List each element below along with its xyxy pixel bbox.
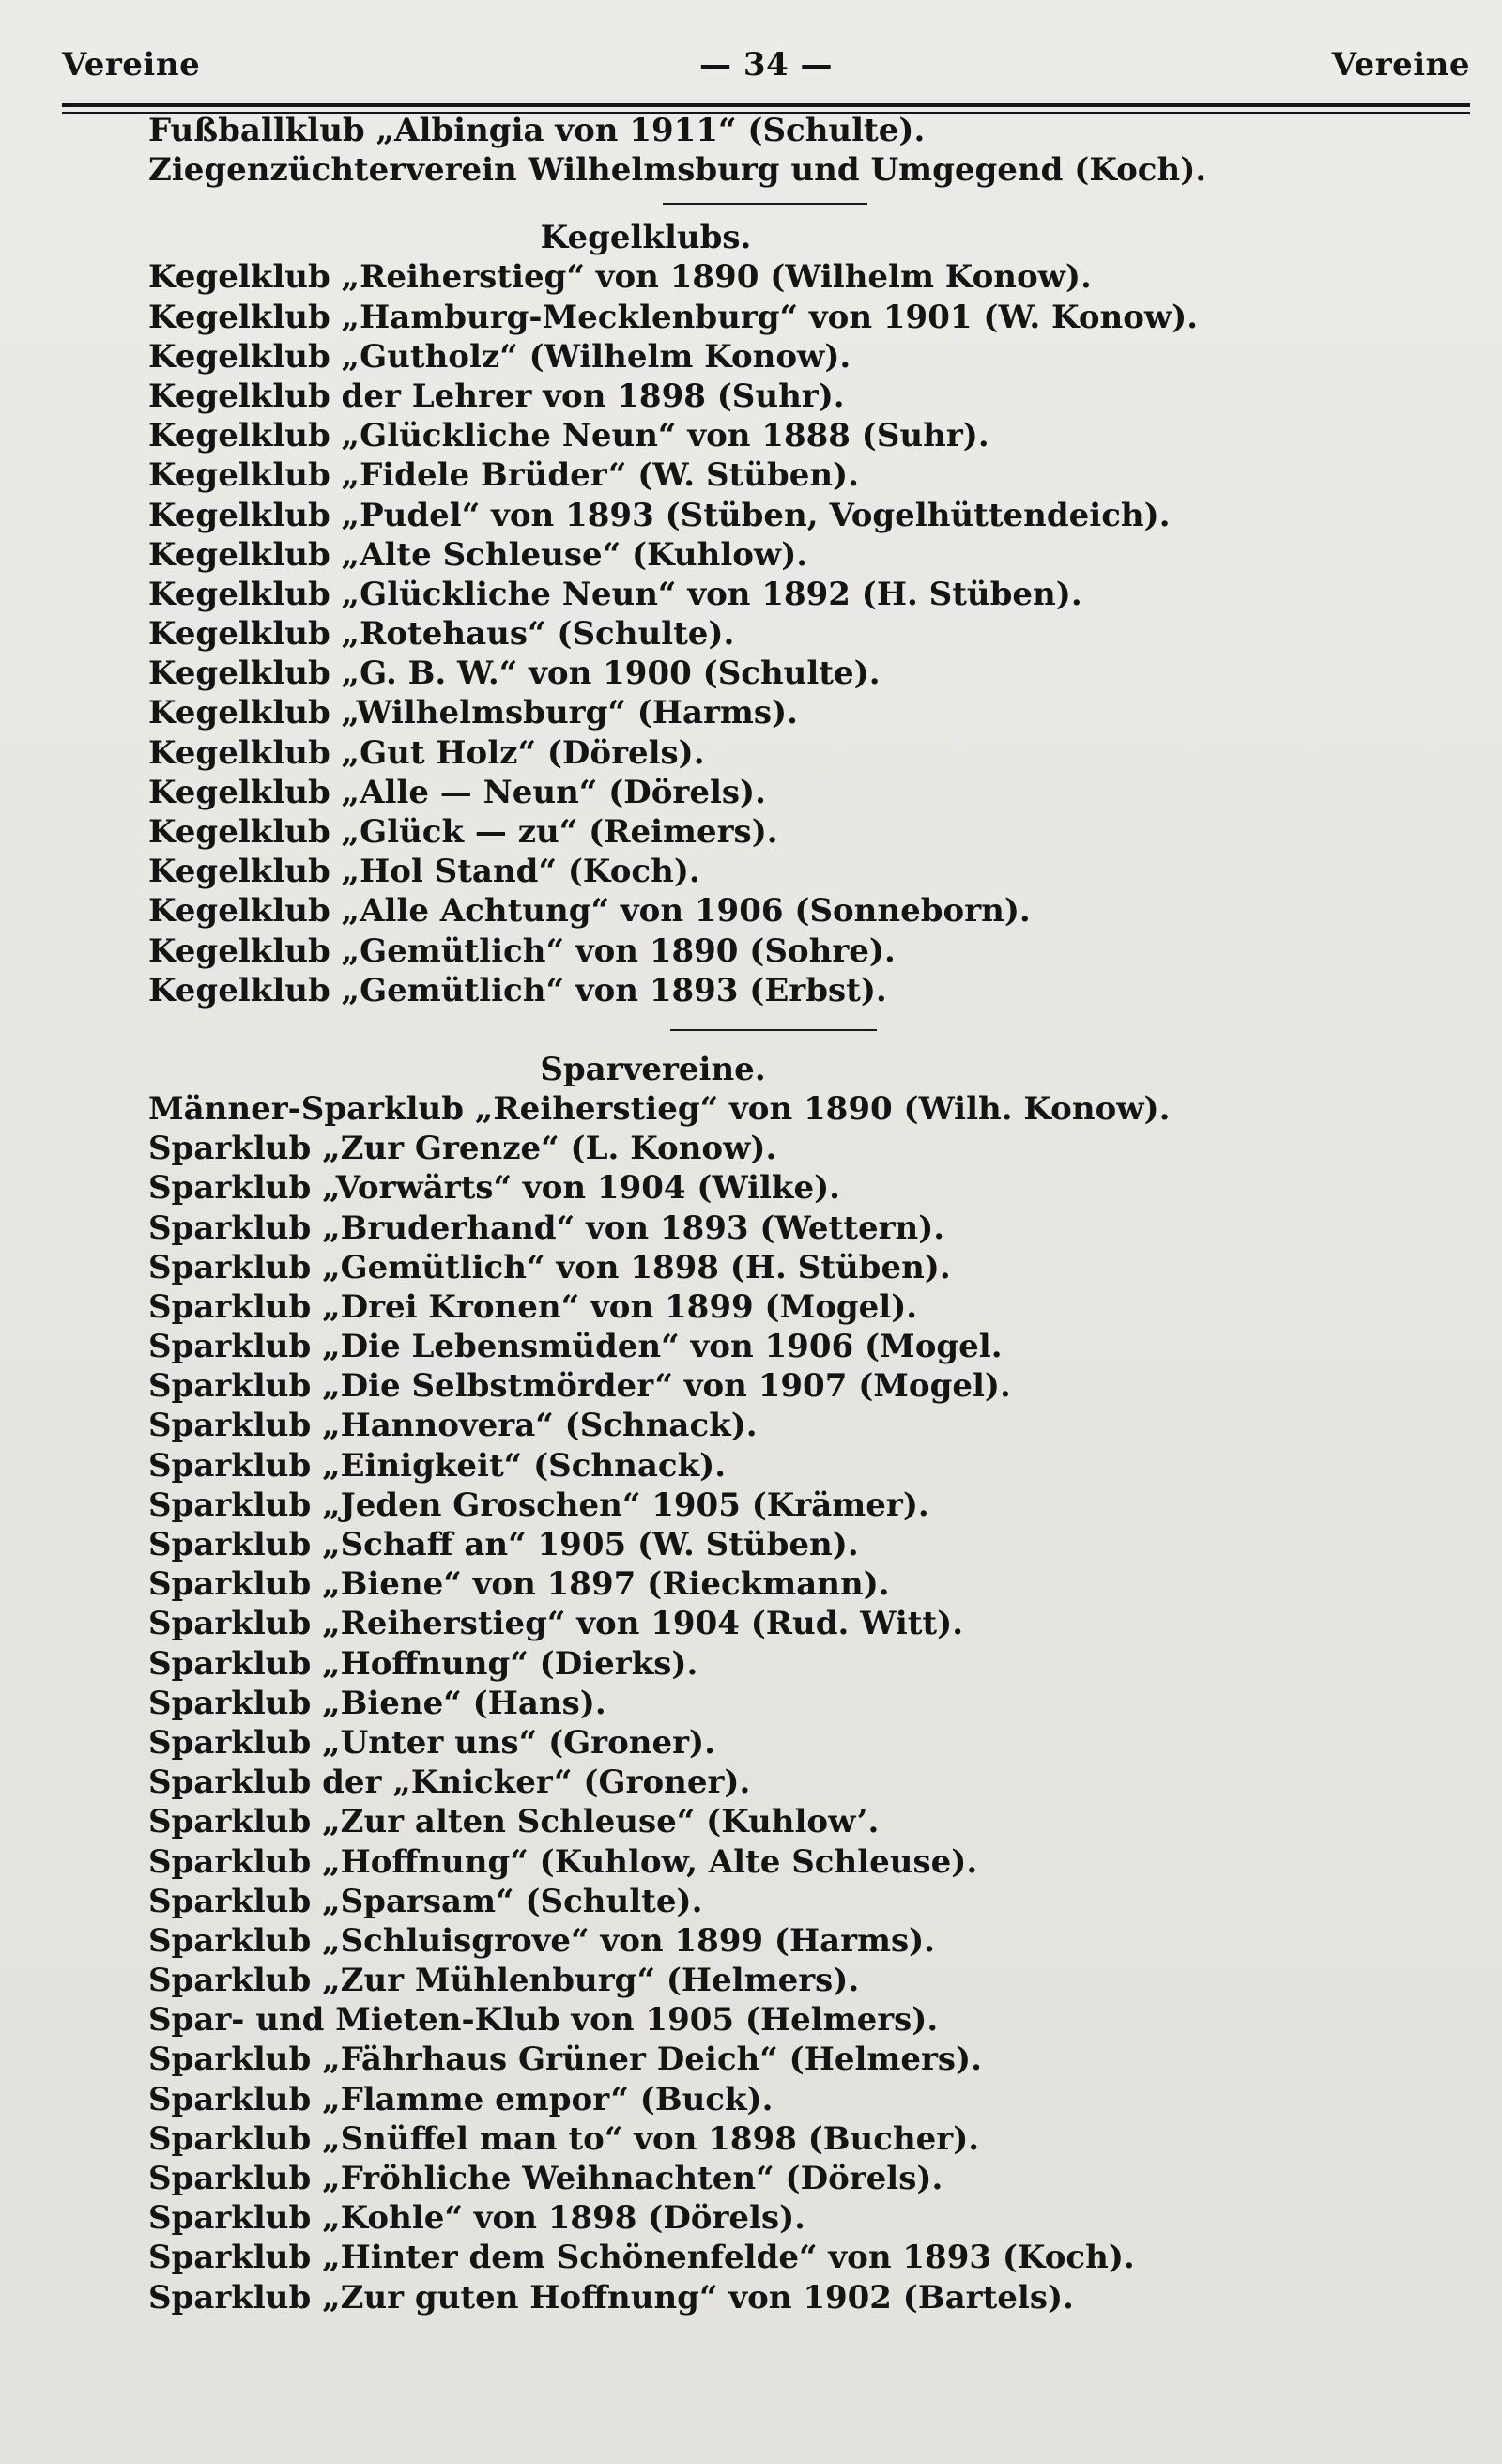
list-item: Kegelklub „Reiherstieg“ von 1890 (Wilhelm Konow). bbox=[148, 258, 1092, 297]
list-item: Sparklub „Zur guten Hoffnung“ von 1902 (Bartels). bbox=[148, 2278, 1074, 2317]
intro-line: Fußballklub „Albingia von 1911“ (Schulte). bbox=[148, 112, 926, 149]
list-item: Kegelklub der Lehrer von 1898 (Suhr). bbox=[148, 377, 845, 415]
list-item: Sparklub „Die Selbstmörder“ von 1907 (Mogel). bbox=[148, 1367, 1011, 1406]
list-item: Sparklub „Hannovera“ (Schnack). bbox=[148, 1407, 758, 1445]
list-item: Sparklub „Biene“ (Hans). bbox=[148, 1684, 606, 1722]
list-item: Sparklub „Fröhliche Weihnachten“ (Dörels). bbox=[148, 2160, 943, 2197]
list-item: Kegelklub „Alle Achtung“ von 1906 (Sonneborn). bbox=[148, 892, 1031, 931]
list-item: Sparklub der „Knicker“ (Groner). bbox=[148, 1763, 751, 1802]
list-item: Sparklub „Fährhaus Grüner Deich“ (Helmers). bbox=[148, 2040, 982, 2079]
header-left-title: Vereine bbox=[62, 46, 201, 84]
kegelklubs-list bbox=[148, 257, 1444, 1010]
list-item: Kegelklub „Glückliche Neun“ von 1888 (Suhr). bbox=[148, 417, 989, 455]
page-body bbox=[148, 111, 1444, 2318]
list-item: Kegelklub „Gutholz“ (Wilhelm Konow). bbox=[148, 337, 851, 376]
list-item: Kegelklub „Hamburg-Mecklenburg“ von 1901 (W. Konow). bbox=[148, 298, 1199, 336]
list-item: Spar- und Mieten-Klub von 1905 (Helmers). bbox=[148, 2001, 939, 2040]
list-item: Kegelklub „Rotehaus“ (Schulte). bbox=[148, 615, 735, 654]
list-item: Kegelklub „Gemütlich“ von 1890 (Sohre). bbox=[148, 932, 896, 970]
list-item: Sparklub „Biene“ von 1897 (Rieckmann). bbox=[148, 1565, 890, 1604]
list-item: Kegelklub „Wilhelmsburg“ (Harms). bbox=[148, 694, 798, 732]
section-heading-sparvereine: Sparvereine. bbox=[540, 1050, 766, 1088]
list-item: Sparklub „Flamme empor“ (Buck). bbox=[148, 2080, 774, 2118]
list-item: Sparklub „Unter uns“ (Groner). bbox=[148, 1723, 715, 1762]
list-item: Sparklub „Reiherstieg“ von 1904 (Rud. Witt). bbox=[148, 1605, 964, 1643]
list-item: Sparklub „Vorwärts“ von 1904 (Wilke). bbox=[148, 1169, 841, 1208]
list-item: Sparklub „Hinter dem Schönenfelde“ von 1893 (Koch). bbox=[148, 2239, 1135, 2277]
list-item: Sparklub „Zur alten Schleuse“ (Kuhlow’. bbox=[148, 1803, 880, 1841]
running-header bbox=[62, 41, 1470, 88]
list-item: Sparklub „Schluisgrove“ von 1899 (Harms). bbox=[148, 1921, 936, 1960]
list-item: Kegelklub „Alte Schleuse“ (Kuhlow). bbox=[148, 535, 808, 574]
section-heading-kegelklubs: Kegelklubs. bbox=[540, 219, 752, 257]
sparvereine-list bbox=[148, 1089, 1444, 2318]
intro-line: Ziegenzüchterverein Wilhelmsburg und Umgegend (Koch). bbox=[148, 151, 1207, 190]
header-right-title: Vereine bbox=[1331, 46, 1470, 84]
list-item: Kegelklub „Pudel“ von 1893 (Stüben, Vogelhüttendeich). bbox=[148, 496, 1171, 534]
section-separator bbox=[148, 1010, 1444, 1050]
header-rule bbox=[62, 103, 1470, 107]
list-item: Sparklub „Snüffel man to“ von 1898 (Bucher). bbox=[148, 2119, 980, 2158]
list-item: Sparklub „Zur Mühlenburg“ (Helmers). bbox=[148, 1962, 860, 2000]
list-item: Kegelklub „G. B. W.“ von 1900 (Schulte). bbox=[148, 654, 881, 693]
list-item: Sparklub „Schaff an“ 1905 (W. Stüben). bbox=[148, 1526, 859, 1563]
page-number: — 34 — bbox=[699, 46, 833, 84]
list-item: Sparklub „Hoffnung“ (Kuhlow, Alte Schleuse). bbox=[148, 1842, 978, 1881]
list-item: Kegelklub „Alle — Neun“ (Dörels). bbox=[148, 773, 766, 811]
list-item: Kegelklub „Fidele Brüder“ (W. Stüben). bbox=[148, 456, 859, 495]
list-item: Kegelklub „Gut Holz“ (Dörels). bbox=[148, 733, 705, 772]
list-item: Sparklub „Gemütlich“ von 1898 (H. Stüben). bbox=[148, 1248, 951, 1286]
list-item: Kegelklub „Glückliche Neun“ von 1892 (H. Stüben). bbox=[148, 575, 1082, 613]
section-separator bbox=[148, 190, 1444, 218]
list-item: Kegelklub „Glück — zu“ (Reimers). bbox=[148, 813, 778, 851]
list-item: Sparklub „Bruderhand“ von 1893 (Wettern). bbox=[148, 1209, 945, 1247]
list-item: Kegelklub „Gemütlich“ von 1893 (Erbst). bbox=[148, 971, 887, 1009]
list-item: Männer-Sparklub „Reiherstieg“ von 1890 (Wilh. Konow). bbox=[148, 1089, 1171, 1128]
list-item: Sparklub „Die Lebensmüden“ von 1906 (Mogel. bbox=[148, 1328, 1003, 1366]
list-item: Kegelklub „Hol Stand“ (Koch). bbox=[148, 853, 700, 891]
list-item: Sparklub „Einigkeit“ (Schnack). bbox=[148, 1446, 727, 1485]
list-item: Sparklub „Zur Grenze“ (L. Konow). bbox=[148, 1130, 777, 1168]
list-item: Sparklub „Jeden Groschen“ 1905 (Krämer). bbox=[148, 1486, 929, 1524]
list-item: Sparklub „Sparsam“ (Schulte). bbox=[148, 1882, 703, 1920]
list-item: Sparklub „Kohle“ von 1898 (Dörels). bbox=[148, 2199, 806, 2238]
list-item: Sparklub „Drei Kronen“ von 1899 (Mogel). bbox=[148, 1287, 918, 1326]
list-item: Sparklub „Hoffnung“ (Dierks). bbox=[148, 1644, 698, 1683]
